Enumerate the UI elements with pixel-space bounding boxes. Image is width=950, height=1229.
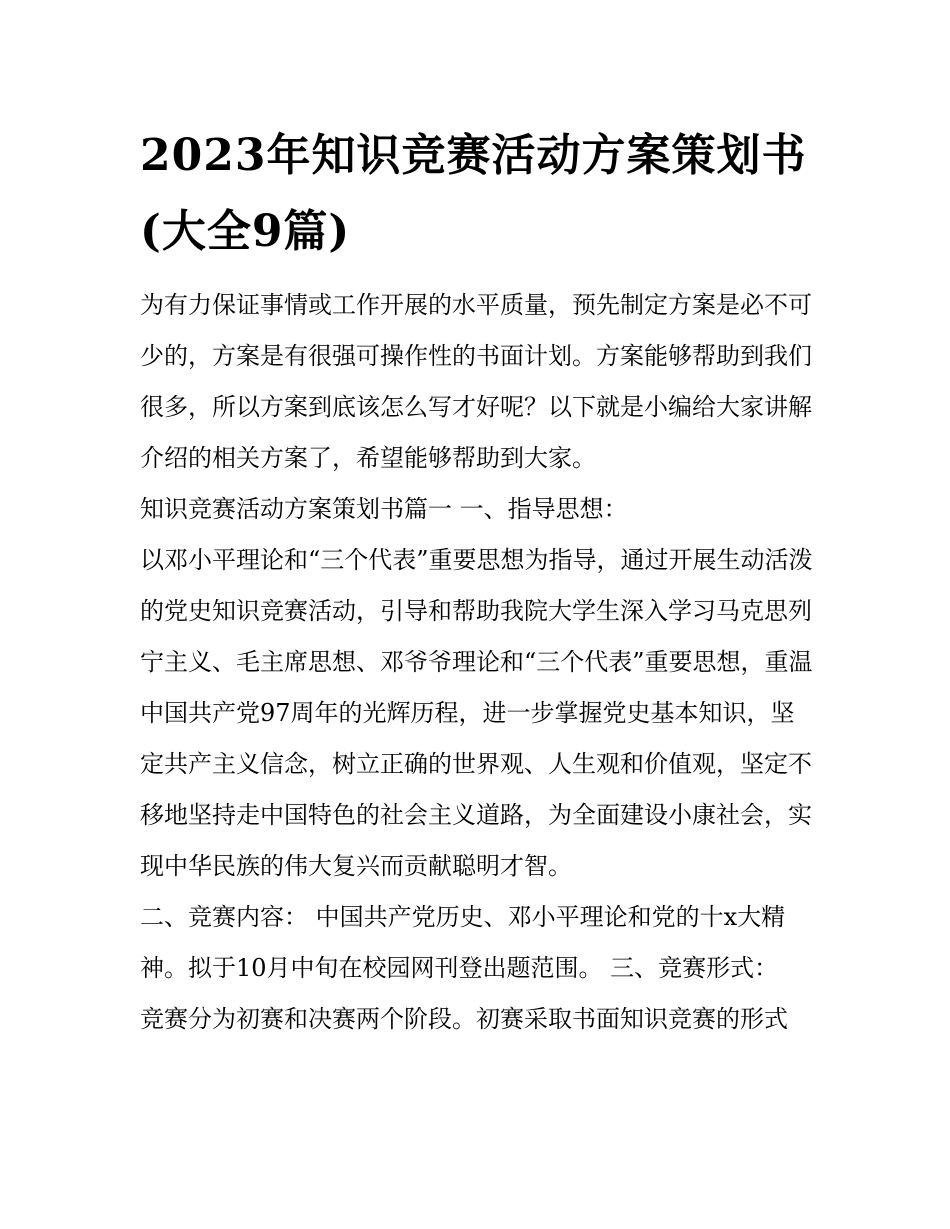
competition-content-paragraph: 二、竞赛内容： 中国共产党历史、邓小平理论和党的十x大精神。拟于10月中旬在校园网刊登出题范围。 三、竞赛形式：: [140, 903, 786, 982]
competition-format-paragraph: 竞赛分为初赛和决赛两个阶段。初赛采取书面知识竞赛的形式: [140, 1005, 788, 1033]
section-heading-guiding-ideology: 知识竞赛活动方案策划书篇一 一、指导思想：: [140, 495, 628, 523]
document-title: 2023年知识竞赛活动方案策划书(大全9篇): [140, 130, 807, 257]
guiding-ideology-paragraph: 以邓小平理论和“三个代表”重要思想为指导，通过开展生动活泼的党史知识竞赛活动，引导和帮助我院大学生深入学习马克思列宁主义、毛主席思想、邓爷爷理论和“三个代表”重要思想，重温中国共产党97周年的光辉历程，进一步掌握党史基本知识，坚定共产主义信念，树立正确的世界观、人生观和价值观，坚定不移地坚持走中国特色的社会主义道路，为全面建设小康社会，实现中华民族的伟大复兴而贡献聪明才智。: [140, 546, 813, 880]
intro-paragraph: 为有力保证事情或工作开展的水平质量，预先制定方案是必不可少的，方案是有很强可操作性的书面计划。方案能够帮助到我们很多，所以方案到底该怎么写才好呢？以下就是小编给大家讲解介绍的相关方案了，希望能够帮助到大家。: [140, 291, 812, 472]
document-body: [140, 118, 815, 1045]
